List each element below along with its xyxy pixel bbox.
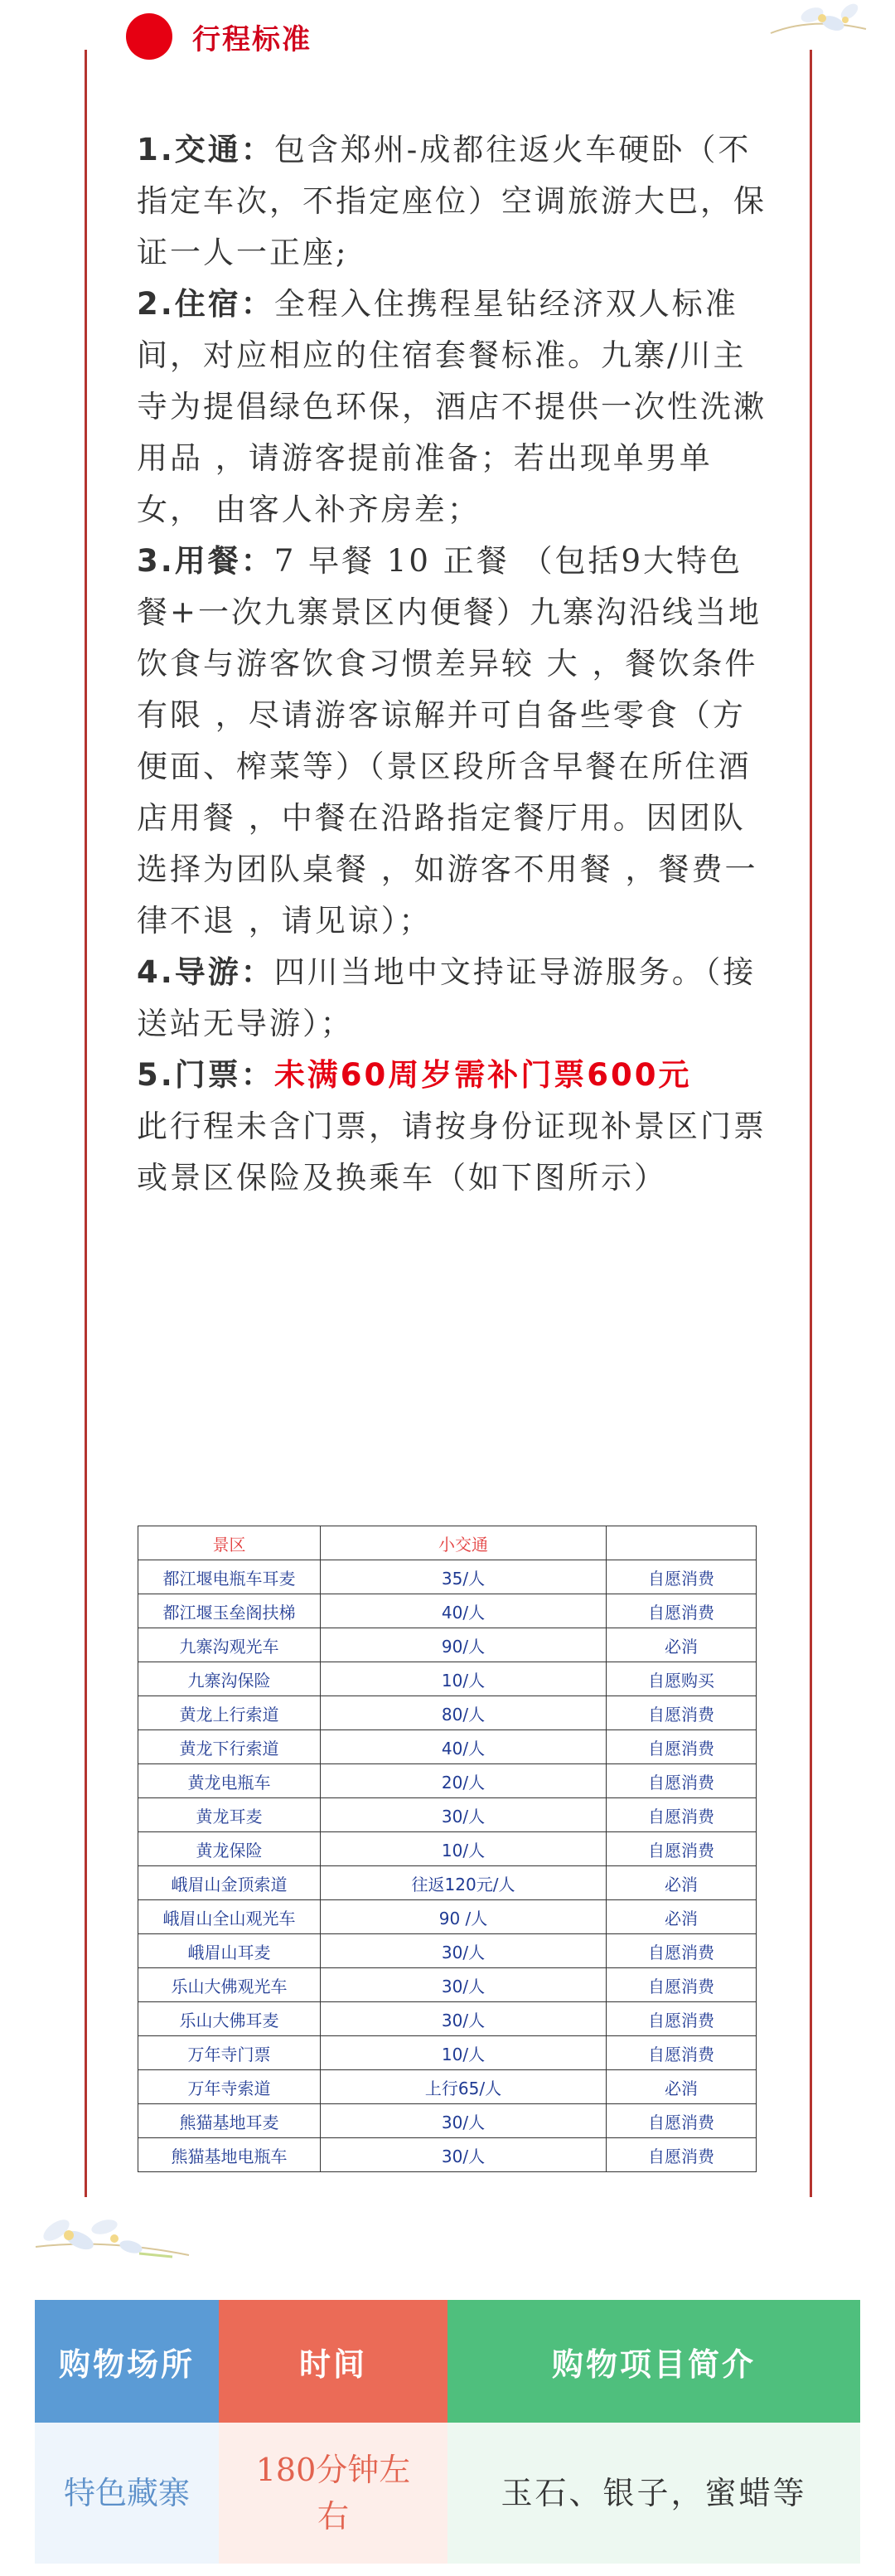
red-dot-icon bbox=[126, 13, 172, 60]
cell-note: 自愿消费 bbox=[607, 1934, 757, 1968]
item-label: 4.导游： bbox=[137, 954, 274, 990]
cell-note: 自愿消费 bbox=[607, 1594, 757, 1628]
cell-note: 必消 bbox=[607, 1628, 757, 1662]
header-scenic: 景区 bbox=[138, 1526, 321, 1560]
table-row bbox=[138, 1594, 757, 1628]
header-time: 时间 bbox=[219, 2300, 448, 2423]
table-row bbox=[138, 1560, 757, 1594]
item-text: 全程入住携程星钻经济双人标准间，对应相应的住宿套餐标准。九寨/川主寺为提倡绿色环保，酒店不提供一次性洗漱用品 ，请游客提前准备；若出现单男单女， 由客人补齐房差； bbox=[137, 286, 767, 527]
ticket-price-table bbox=[138, 1526, 757, 2172]
table-row bbox=[138, 1730, 757, 1764]
cell-scenic: 九寨沟观光车 bbox=[138, 1628, 321, 1662]
frame-right-border bbox=[810, 50, 812, 2197]
cell-note: 自愿消费 bbox=[607, 1798, 757, 1832]
cell-price: 30/人 bbox=[321, 1798, 607, 1832]
header-transport: 小交通 bbox=[321, 1526, 607, 1560]
table-row bbox=[138, 2138, 757, 2172]
cell-note: 自愿消费 bbox=[607, 2138, 757, 2172]
table-row bbox=[138, 1696, 757, 1730]
item-text: 此行程未含门票，请按身份证现补景区门票或景区保险及换乘车（如下图所示） bbox=[137, 1109, 767, 1196]
item-label: 2.住宿： bbox=[137, 286, 274, 322]
cell-note: 自愿消费 bbox=[607, 1560, 757, 1594]
item-text: 7 早餐 10 正餐 （包括9大特色餐+一次九寨景区内便餐）九寨沟沿线当地饮食与游客饮食习惯差异较 大 ，餐饮条件有限 ，尽请游客谅解并可自备些零食（方便面、榨菜等）（景区段所含早餐在所住酒店用餐 ，中餐在沿路指定餐厅用。因团队选择为团队桌餐 ，如游客不用餐 ，餐费一律不退 ，请见谅）； bbox=[137, 543, 762, 939]
item-guide bbox=[137, 947, 767, 1050]
cell-price: 90 /人 bbox=[321, 1900, 607, 1934]
table-row bbox=[138, 1628, 757, 1662]
cell-price: 10/人 bbox=[321, 1662, 607, 1696]
flower-decoration-icon bbox=[762, 0, 870, 50]
item-transport bbox=[137, 124, 767, 279]
cell-price: 30/人 bbox=[321, 1934, 607, 1968]
cell-scenic: 熊猫基地电瓶车 bbox=[138, 2138, 321, 2172]
header-shop-place: 购物场所 bbox=[35, 2300, 219, 2423]
cell-price: 20/人 bbox=[321, 1764, 607, 1798]
cell-note: 必消 bbox=[607, 2070, 757, 2104]
cell-note: 自愿消费 bbox=[607, 2104, 757, 2138]
cell-note: 自愿消费 bbox=[607, 1764, 757, 1798]
table-row bbox=[138, 1662, 757, 1696]
cell-scenic: 熊猫基地耳麦 bbox=[138, 2104, 321, 2138]
cell-note: 自愿消费 bbox=[607, 1730, 757, 1764]
cell-price: 上行65/人 bbox=[321, 2070, 607, 2104]
table-row bbox=[138, 1832, 757, 1866]
cell-price: 90/人 bbox=[321, 1628, 607, 1662]
cell-scenic: 黄龙下行索道 bbox=[138, 1730, 321, 1764]
section-title: 行程标准 bbox=[192, 22, 312, 56]
cell-price: 30/人 bbox=[321, 2138, 607, 2172]
cell-scenic: 乐山大佛耳麦 bbox=[138, 2002, 321, 2036]
shop-time: 180分钟左右 bbox=[219, 2423, 448, 2564]
cell-price: 10/人 bbox=[321, 2036, 607, 2070]
cell-scenic: 黄龙保险 bbox=[138, 1832, 321, 1866]
cell-price: 30/人 bbox=[321, 2104, 607, 2138]
table-row bbox=[138, 2070, 757, 2104]
table-row bbox=[138, 1934, 757, 1968]
shopping-header-row bbox=[35, 2300, 860, 2423]
cell-price: 40/人 bbox=[321, 1730, 607, 1764]
cell-scenic: 都江堰电瓶车耳麦 bbox=[138, 1560, 321, 1594]
item-label: 5.门票： bbox=[137, 1057, 274, 1093]
shop-place: 特色藏寨 bbox=[35, 2423, 219, 2564]
item-accommodation bbox=[137, 279, 767, 536]
frame-left-border bbox=[85, 50, 87, 2197]
cell-scenic: 万年寺门票 bbox=[138, 2036, 321, 2070]
flower-decoration-icon bbox=[31, 2205, 197, 2272]
cell-price: 往返120元/人 bbox=[321, 1866, 607, 1900]
shopping-table bbox=[35, 2300, 860, 2564]
item-label: 1.交通： bbox=[137, 132, 274, 167]
item-label: 3.用餐： bbox=[137, 543, 274, 579]
header-note bbox=[607, 1526, 757, 1560]
table-row bbox=[138, 1900, 757, 1934]
item-text: 四川当地中文持证导游服务。（接送站无导游）； bbox=[137, 954, 757, 1041]
cell-note: 自愿消费 bbox=[607, 1696, 757, 1730]
cell-note: 必消 bbox=[607, 1900, 757, 1934]
table-row bbox=[138, 1866, 757, 1900]
table-row bbox=[138, 2104, 757, 2138]
table-header-row bbox=[138, 1526, 757, 1560]
cell-scenic: 黄龙电瓶车 bbox=[138, 1764, 321, 1798]
cell-note: 自愿购买 bbox=[607, 1662, 757, 1696]
cell-price: 10/人 bbox=[321, 1832, 607, 1866]
cell-scenic: 黄龙上行索道 bbox=[138, 1696, 321, 1730]
cell-scenic: 峨眉山全山观光车 bbox=[138, 1900, 321, 1934]
table-row bbox=[138, 1798, 757, 1832]
header-items: 购物项目简介 bbox=[448, 2300, 860, 2423]
itinerary-standards-text bbox=[137, 124, 767, 1204]
shop-items: 玉石、银子，蜜蜡等 bbox=[448, 2423, 860, 2564]
cell-price: 30/人 bbox=[321, 1968, 607, 2002]
cell-scenic: 九寨沟保险 bbox=[138, 1662, 321, 1696]
cell-note: 自愿消费 bbox=[607, 1968, 757, 2002]
table-row bbox=[138, 2036, 757, 2070]
table-row bbox=[138, 1764, 757, 1798]
cell-scenic: 峨眉山耳麦 bbox=[138, 1934, 321, 1968]
shopping-row bbox=[35, 2423, 860, 2564]
ticket-warning: 未满60周岁需补门票600元 bbox=[273, 1057, 692, 1093]
table-row bbox=[138, 2002, 757, 2036]
cell-scenic: 黄龙耳麦 bbox=[138, 1798, 321, 1832]
cell-price: 35/人 bbox=[321, 1560, 607, 1594]
item-tickets bbox=[137, 1050, 767, 1204]
cell-note: 自愿消费 bbox=[607, 1832, 757, 1866]
cell-price: 80/人 bbox=[321, 1696, 607, 1730]
cell-scenic: 都江堰玉垒阁扶梯 bbox=[138, 1594, 321, 1628]
table-row bbox=[138, 1968, 757, 2002]
cell-note: 自愿消费 bbox=[607, 2002, 757, 2036]
item-meals bbox=[137, 536, 767, 947]
cell-scenic: 峨眉山金顶索道 bbox=[138, 1866, 321, 1900]
cell-note: 必消 bbox=[607, 1866, 757, 1900]
cell-price: 40/人 bbox=[321, 1594, 607, 1628]
cell-scenic: 乐山大佛观光车 bbox=[138, 1968, 321, 2002]
cell-scenic: 万年寺索道 bbox=[138, 2070, 321, 2104]
cell-note: 自愿消费 bbox=[607, 2036, 757, 2070]
section-header bbox=[126, 12, 312, 61]
item-text: 包含郑州-成都往返火车硬卧（不指定车次，不指定座位）空调旅游大巴，保证一人一正座; bbox=[137, 132, 767, 270]
cell-price: 30/人 bbox=[321, 2002, 607, 2036]
